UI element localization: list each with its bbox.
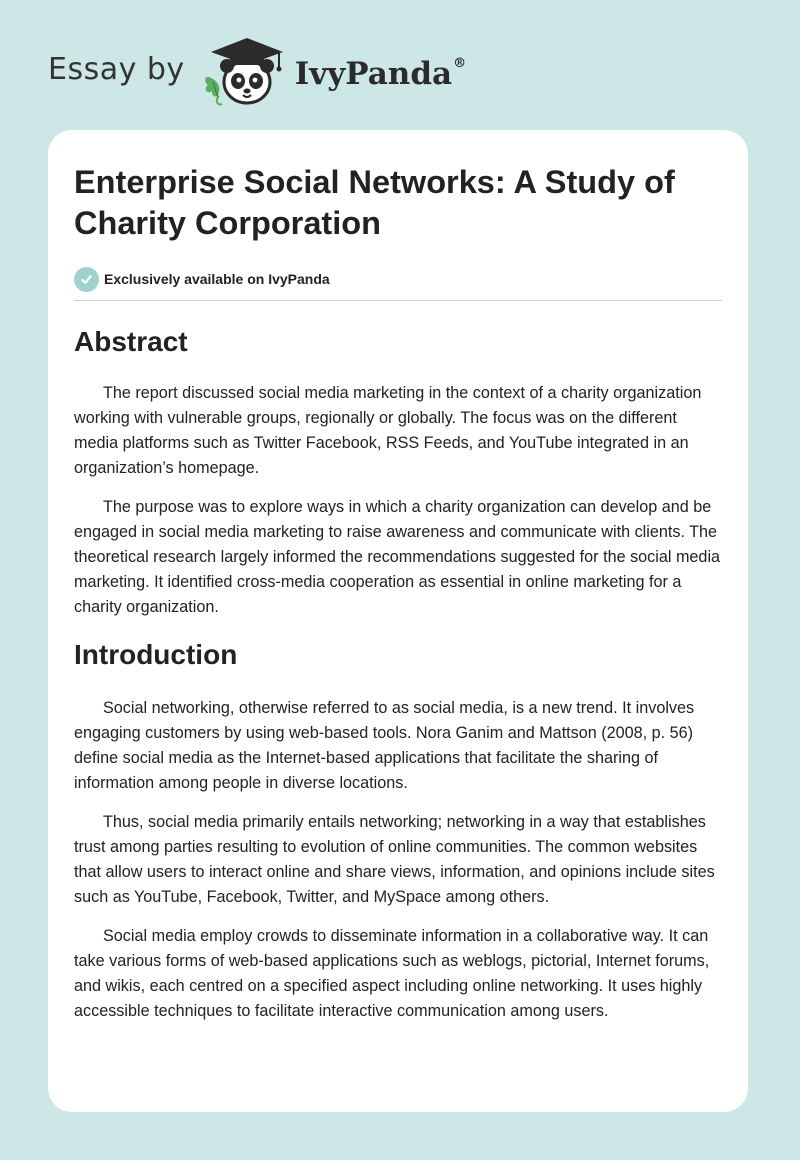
exclusive-badge: [74, 266, 722, 292]
exclusive-badge-label: Exclusively available on IvyPanda: [104, 271, 330, 287]
title-divider: [74, 300, 722, 301]
section-heading-introduction: Introduction: [74, 639, 238, 670]
brand-name[interactable]: [295, 56, 466, 92]
page-title: Enterprise Social Networks: A Study of Charity Corporation: [74, 164, 675, 241]
essay-card: [48, 130, 748, 1112]
brand-label: IvyPanda: [294, 56, 453, 92]
site-header: [48, 34, 466, 110]
section-introduction: [74, 696, 722, 1024]
paragraph: Thus, social media primarily entails networking; networking in a way that establishes trust among parties resulting to evolution of online communities. The common websites that allow users to interact online and share views, information, and opinions include sites such as YouTube, Facebook, Twitter, and MySpace among others.: [74, 813, 715, 906]
check-icon: [74, 267, 99, 292]
essay-by-label: Essay by: [48, 51, 185, 87]
paragraph: Social networking, otherwise referred to as social media, is a new trend. It involves engaging customers by using web-based tools. Nora Ganim and Mattson (2008, p. 56) define social media as the Internet-based applications that facilitate the sharing of information among people in diverse locations.: [74, 699, 695, 792]
paragraph: The report discussed social media marketing in the context of a charity organization working with vulnerable groups, regionally or globally. The focus was on the different media platforms such as Twitter Facebook, RSS Feeds, and YouTube integrated in an organization’s homepage.: [74, 384, 702, 477]
registered-mark: ®: [453, 55, 467, 71]
section-abstract: [74, 381, 722, 620]
panda-graduate-icon[interactable]: [199, 34, 291, 110]
paragraph: Social media employ crowds to disseminate information in a collaborative way. It can take various forms of web-based applications such as weblogs, pictorial, Internet forums, and wikis, each centred on a specified aspect including online networking. It uses highly accessible techniques to facilitate interactive communication among users.: [74, 927, 710, 1020]
paragraph: The purpose was to explore ways in which a charity organization can develop and be engaged in social media marketing to raise awareness and communicate with clients. The theoretical research largely informed the recommendations suggested for the social media marketing. It identified cross-media cooperation as essential in online marketing for a charity organization.: [74, 498, 721, 616]
section-heading-abstract: Abstract: [74, 326, 188, 357]
